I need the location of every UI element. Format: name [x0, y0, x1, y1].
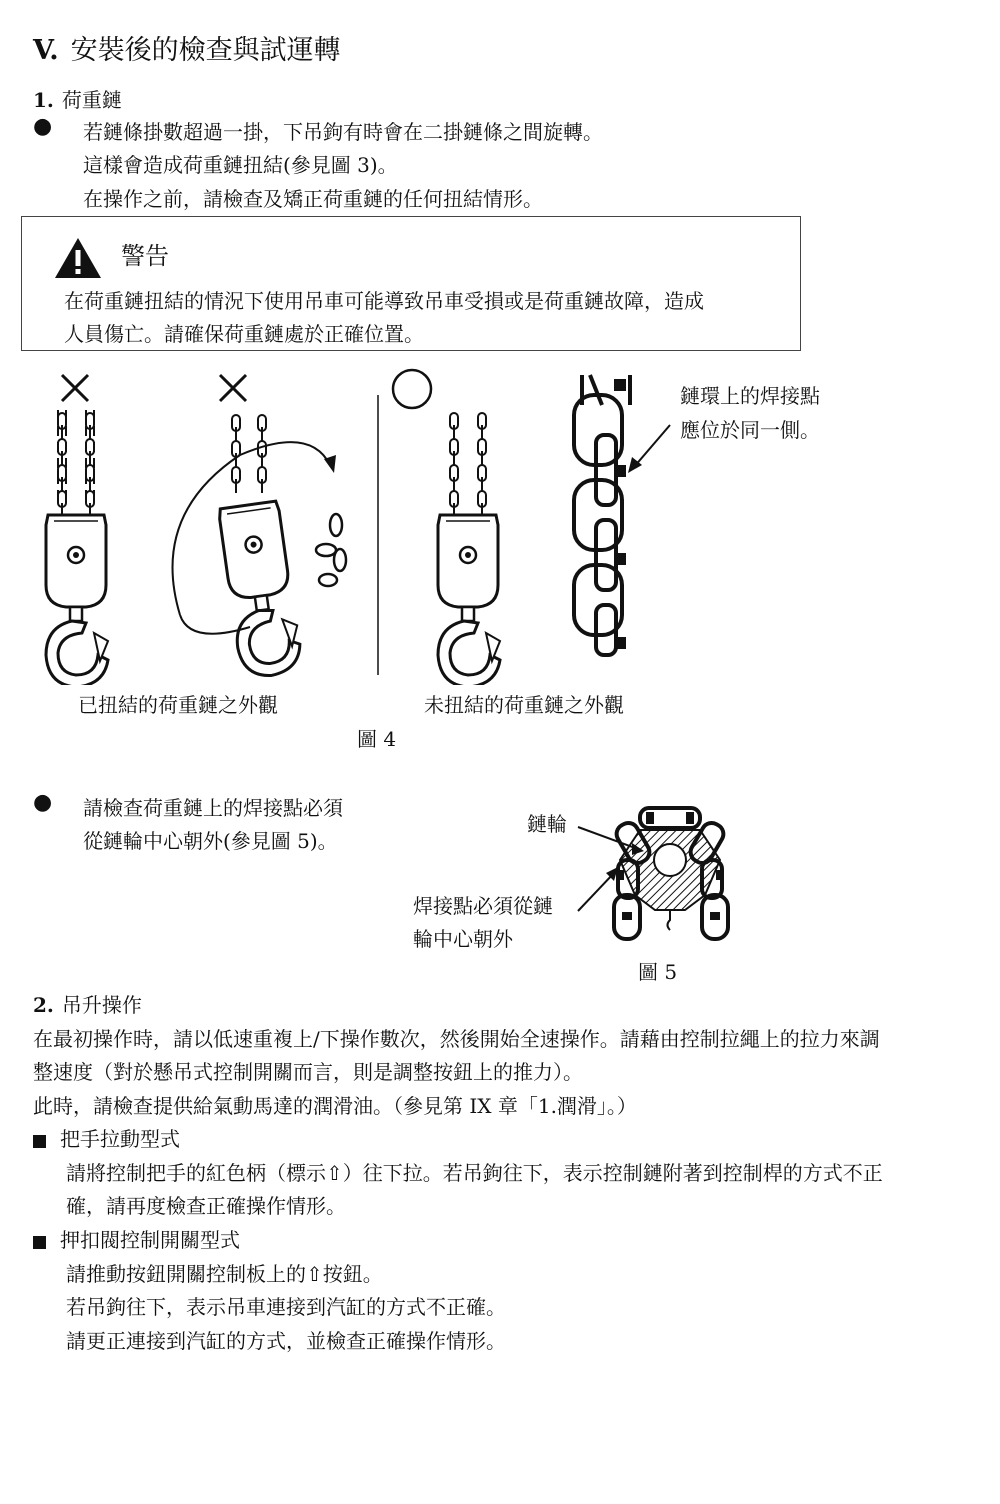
subsection-2-title: 吊升操作: [61, 993, 142, 1017]
subsection-1-heading: [33, 84, 122, 117]
item2-title: 押扣閥控制開關型式: [60, 1228, 240, 1252]
section-title: [33, 28, 341, 67]
weld-arrow: [634, 425, 670, 467]
para-line-2: 整速度（對於懸吊式控制開關而言，則是調整按鈕上的推力）。: [33, 1060, 583, 1084]
item2-line-3: 請更正連接到汽缸的方式，並檢查正確操作情形。: [66, 1329, 506, 1353]
item1-title: 把手拉動型式: [60, 1127, 180, 1151]
caption-twisted: 已扭結的荷重鏈之外觀: [78, 693, 278, 717]
bullet-dot-1: ●: [33, 114, 53, 139]
bullet1-line-1: 若鏈條掛數超過一掛，下吊鉤有時會在二掛鏈條之間旋轉。: [83, 120, 603, 144]
bullet2-line-1: 請檢查荷重鏈上的焊接點必須: [83, 796, 343, 820]
figure-4-label: 圖 4: [357, 727, 397, 751]
fig5-weld-line-2: 輪中心朝外: [413, 927, 513, 951]
para-line-1: 在最初操作時，請以低速重複上/下操作數次，然後開始全速操作。請藉由控制拉繩上的拉力來調: [33, 1027, 880, 1051]
figure-5-arrows: [570, 815, 690, 935]
subsection-2-heading: [33, 989, 142, 1022]
bullet1-line-2: 這樣會造成荷重鏈扭結(參見圖 3)。: [83, 153, 398, 177]
bullet2-line-2: 從鏈輪中心朝外(參見圖 5)。: [83, 829, 338, 853]
correct-mark: [393, 370, 431, 408]
warning-line-2: 人員傷亡。請確保荷重鏈處於正確位置。: [64, 322, 424, 346]
subsection-1-number: 1.: [33, 88, 54, 112]
sprocket-label: 鏈輪: [527, 812, 567, 836]
weld-note-line-1: 鏈環上的焊接點: [680, 384, 820, 408]
warning-line-1: 在荷重鏈扭結的情況下使用吊車可能導致吊車受損或是荷重鏈故障，造成: [64, 289, 704, 313]
figure-5-label: 圖 5: [638, 960, 678, 984]
subsection-1-title: 荷重鏈: [61, 88, 122, 112]
fig5-weld-line-1: 焊接點必須從鏈: [413, 894, 553, 918]
bullet1-line-3: 在操作之前，請檢查及矯正荷重鏈的任何扭結情形。: [83, 187, 543, 211]
caption-untwisted: 未扭結的荷重鏈之外觀: [424, 693, 624, 717]
wrong-mark-1: [62, 375, 88, 401]
section-number: V.: [33, 35, 59, 66]
square-bullet-1: [33, 1133, 46, 1152]
item2-line-2: 若吊鉤往下，表示吊車連接到汽缸的方式不正確。: [66, 1295, 506, 1319]
para-line-3: 此時，請檢查提供給氣動馬達的潤滑油。（參見第 IX 章「1.潤滑」。）: [33, 1094, 637, 1118]
wrong-mark-2: [220, 375, 246, 401]
subsection-2-number: 2.: [33, 993, 54, 1017]
item2-line-1: 請推動按鈕開關控制板上的⇧按鈕。: [66, 1262, 383, 1286]
section-title-text: 安裝後的檢查與試運轉: [70, 35, 341, 66]
square-bullet-2: [33, 1234, 46, 1253]
item1-line-2: 確，請再度檢查正確操作情形。: [66, 1194, 346, 1218]
weld-note-line-2: 應位於同一側。: [680, 418, 820, 442]
item1-line-1: 請將控制把手的紅色柄（標示⇧）往下拉。若吊鉤往下，表示控制鏈附著到控制桿的方式不正: [66, 1161, 883, 1185]
warning-title: 警告: [121, 242, 169, 270]
warning-triangle-icon: [53, 236, 103, 280]
figure-4-illustration: [30, 365, 850, 685]
bullet-dot-2: ●: [33, 790, 53, 815]
